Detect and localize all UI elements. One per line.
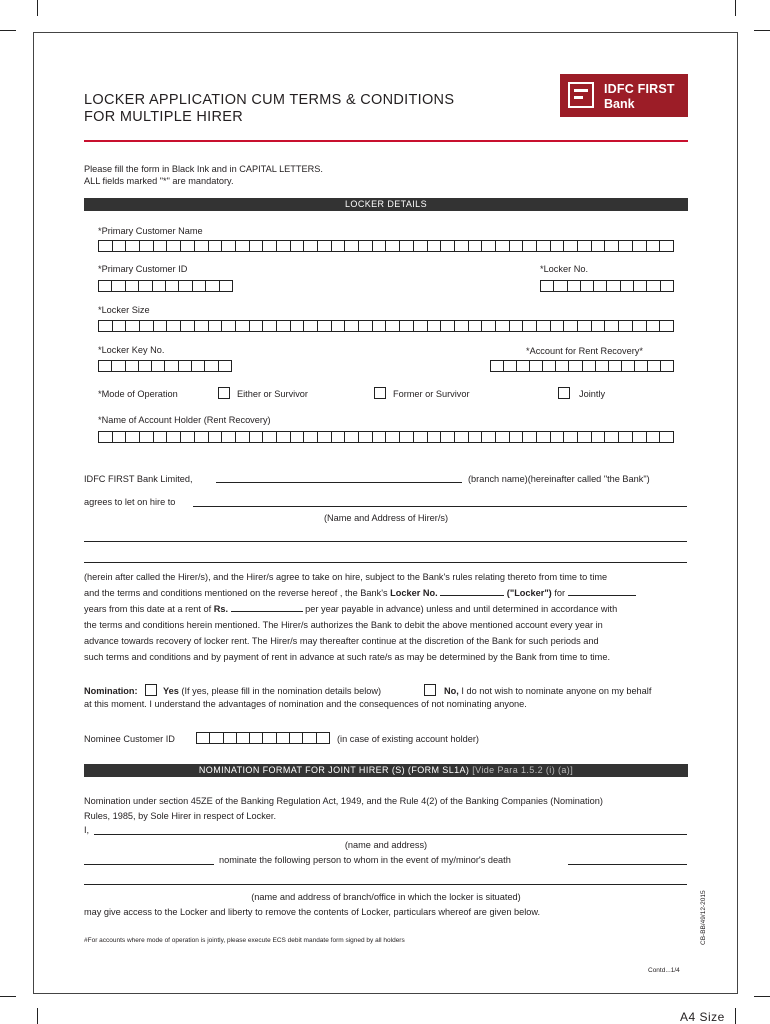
former-or-survivor-label: Former or Survivor xyxy=(393,389,470,399)
bank-logo xyxy=(560,74,688,117)
crop-mark xyxy=(0,30,16,31)
hirer-name-caption: (Name and Address of Hirer/s) xyxy=(323,513,449,523)
agreement-para-line-3: years from this date at a rent of Rs. per year payable in advance) unless and until determined in accordance with xyxy=(84,604,618,614)
locker-size-label: *Locker Size xyxy=(98,305,150,315)
nomination-consequence-text: at this moment. I understand the advantages of nomination and the consequences of not nominating anyone. xyxy=(84,699,527,709)
form-code: CB-BB/49/12-2015 xyxy=(700,890,707,945)
mode-of-operation-label: *Mode of Operation xyxy=(98,389,178,399)
jointly-checkbox[interactable] xyxy=(558,387,570,399)
agreement-para-line-4: the terms and conditions herein mentioned. The Hirer/s authorizes the Bank to debit the above mentioned account every year in xyxy=(84,620,603,630)
logo-text-line-2: Bank xyxy=(604,97,635,111)
agreement-para-line-6: such terms and conditions and by payment of rent in advance at such rate/s as may be determined by the Bank from time to time. xyxy=(84,652,610,662)
nominee-customer-id-note: (in case of existing account holder) xyxy=(337,734,479,744)
crop-mark xyxy=(735,1008,736,1024)
hirer-name-field[interactable] xyxy=(193,506,687,507)
logo-mark-icon xyxy=(568,82,594,108)
nominator-name-field[interactable] xyxy=(94,834,687,835)
instruction-line-2: ALL fields marked "*" are mandatory. xyxy=(84,176,234,186)
crop-mark xyxy=(735,0,736,16)
account-rent-recovery-label: *Account for Rent Recovery* xyxy=(526,346,643,356)
nominator-name-caption: (name and address) xyxy=(344,840,428,850)
header-divider xyxy=(84,140,688,142)
nomination-no-text: No, I do not wish to nominate anyone on my behalf xyxy=(444,686,652,696)
nomination-no-checkbox[interactable] xyxy=(424,684,436,696)
nomination-label: Nomination: xyxy=(84,686,138,696)
agreement-para-line-5: advance towards recovery of locker rent. The Hirer/s may thereafter continue at the discretion of the Bank for such periods and xyxy=(84,636,599,646)
agreement-hire-text: agrees to let on hire to xyxy=(84,497,176,507)
primary-customer-name-label: *Primary Customer Name xyxy=(98,226,203,236)
nomination-para-line-1: Nomination under section 45ZE of the Banking Regulation Act, 1949, and the Rule 4(2) of the Banking Companies (Nomination) xyxy=(84,796,603,806)
title-line-1: LOCKER APPLICATION CUM TERMS & CONDITIONS xyxy=(84,92,455,108)
nominee-name-field[interactable] xyxy=(568,864,687,865)
account-rent-recovery-field[interactable] xyxy=(490,360,674,372)
crop-mark xyxy=(37,1008,38,1024)
nominate-text: nominate the following person to whom in the event of my/minor's death xyxy=(219,855,511,865)
primary-customer-name-field[interactable] xyxy=(98,240,674,252)
branch-address-caption: (name and address of branch/office in which the locker is situated) xyxy=(251,892,521,902)
nominator-address-field[interactable] xyxy=(84,864,214,865)
crop-mark xyxy=(0,996,16,997)
jointly-label: Jointly xyxy=(579,389,606,399)
account-holder-label: *Name of Account Holder (Rent Recovery) xyxy=(98,415,271,425)
either-or-survivor-label: Either or Survivor xyxy=(237,389,308,399)
locker-key-no-field[interactable] xyxy=(98,360,232,372)
nomination-yes-checkbox[interactable] xyxy=(145,684,157,696)
primary-customer-id-field[interactable] xyxy=(98,280,233,292)
account-holder-field[interactable] xyxy=(98,431,674,443)
locker-no-field[interactable] xyxy=(540,280,674,292)
title-line-2: FOR MULTIPLE HIRER xyxy=(84,109,244,125)
crop-mark xyxy=(37,0,38,16)
nominee-customer-id-label: Nominee Customer ID xyxy=(84,734,175,744)
locker-key-no-label: *Locker Key No. xyxy=(98,345,165,355)
locker-size-field[interactable] xyxy=(98,320,674,332)
hirer-address-line-2[interactable] xyxy=(84,562,687,563)
logo-text-line-1: IDFC FIRST xyxy=(604,82,675,96)
locker-details-header: LOCKER DETAILS xyxy=(84,198,688,211)
page-size-label: A4 Size xyxy=(680,1010,725,1024)
locker-no-label: *Locker No. xyxy=(540,264,589,274)
crop-mark xyxy=(754,30,770,31)
either-or-survivor-checkbox[interactable] xyxy=(218,387,230,399)
instruction-line-1: Please fill the form in Black Ink and in CAPITAL LETTERS. xyxy=(84,164,323,174)
agreement-branch-caption: (branch name)(hereinafter called "the Bank") xyxy=(468,474,650,484)
agreement-bank-name: IDFC FIRST Bank Limited, xyxy=(84,474,193,484)
access-text: may give access to the Locker and liberty to remove the contents of Locker, particulars whereof are given below. xyxy=(84,907,541,917)
agreement-para-line-1: (herein after called the Hirer/s), and the Hirer/s agree to take on hire, subject to the Bank's rules relating thereto from time to time xyxy=(84,572,608,582)
nominator-i-label: I, xyxy=(84,825,90,835)
continued-label: Contd...1/4 xyxy=(648,967,680,974)
agreement-para-line-2: and the terms and conditions mentioned on the reverse hereof , the Bank's Locker No. ("Locker") for xyxy=(84,588,636,599)
branch-name-field[interactable] xyxy=(216,482,462,483)
former-or-survivor-checkbox[interactable] xyxy=(374,387,386,399)
crop-mark xyxy=(754,996,770,997)
footnote: #For accounts where mode of operation is jointly, please execute ECS debit mandate form signed by all holders xyxy=(84,937,405,944)
branch-address-field[interactable] xyxy=(84,884,687,885)
primary-customer-id-label: *Primary Customer ID xyxy=(98,264,188,274)
nomination-para-line-2: Rules, 1985, by Sole Hirer in respect of Locker. xyxy=(84,811,277,821)
nomination-yes-text: Yes (If yes, please fill in the nomination details below) xyxy=(163,686,382,696)
nominee-customer-id-field[interactable] xyxy=(196,732,330,744)
nomination-format-header: NOMINATION FORMAT FOR JOINT HIRER (S) (FORM SL1A) [Vide Para 1.5.2 (i) (a)] xyxy=(84,764,688,777)
page-title xyxy=(84,92,454,126)
hirer-address-line-1[interactable] xyxy=(84,541,687,542)
